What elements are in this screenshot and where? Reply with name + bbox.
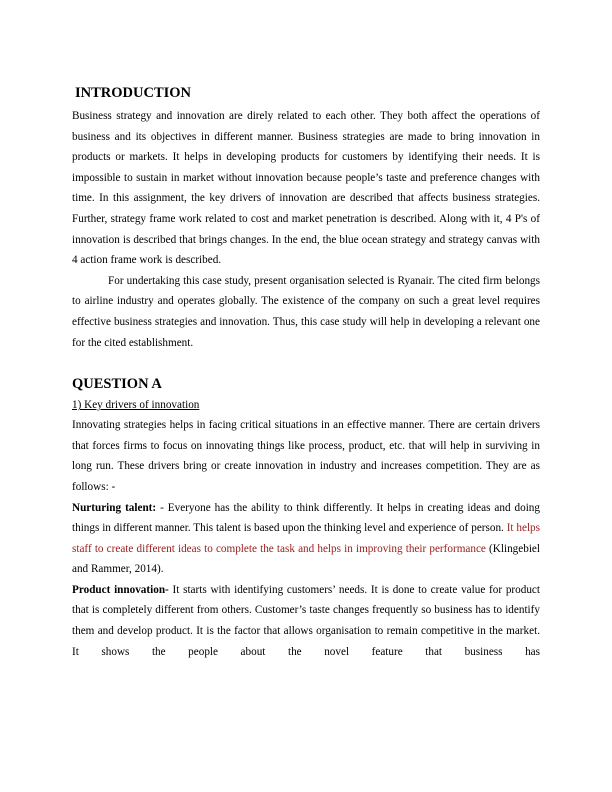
key-drivers-intro-paragraph: Innovating strategies helps in facing critical situations in an effective manner. There are certain drivers that forces firms to focus on innovating things like process, product, etc. that will help in surviving in long run. These drivers bring or create innovation in industry and increases competition. They are as follows: -: [72, 419, 540, 493]
product-innovation-text: It starts with identifying customers’ needs. It is done to create value for product that is completely different from others. Customer’s taste changes frequently so business has to identify them and develop product. It is the factor that allows organisation to remain competitive in the market. It shows the people about the novel feature that business has: [72, 583, 540, 658]
nurturing-talent-highlight: It helps staff to create different ideas to complete the task and helps in improving their performance: [72, 522, 540, 555]
introduction-heading: INTRODUCTION: [75, 85, 192, 101]
nurturing-talent-citation: (Klingebiel and Rammer, 2014).: [72, 542, 541, 576]
nurturing-talent-paragraph: [72, 498, 540, 580]
document-page: [72, 84, 540, 662]
introduction-paragraph-2: For undertaking this case study, present organisation selected is Ryanair. The cited firm belongs to airline industry and operates globally. The existence of the company on such a great level requires effective business strategies and innovation. Thus, this case study will help in developing a relevant one for the cited establishment.: [72, 274, 540, 349]
product-innovation-label: Product innovation-: [72, 583, 169, 596]
question-a-heading: QUESTION A: [72, 376, 162, 393]
product-innovation-paragraph: [72, 580, 540, 662]
introduction-paragraph-1: Business strategy and innovation are direly related to each other. They both affect the operations of business and its objectives in different manner. Business strategies are made to bring innovation in products or markets. It helps in developing products for customers by identifying their needs. It is impossible to sustain in market without innovation because people’s taste and preference changes with time. In this assignment, the key drivers of innovation are described that affects business strategies. Further, strategy frame work related to cost and market penetration is described. Along with it, 4 P's of innovation is described that brings changes. In the end, the blue ocean strategy and strategy canvas with 4 action frame work is described.: [72, 110, 540, 267]
key-drivers-subheading: 1) Key drivers of innovation: [72, 399, 200, 412]
nurturing-talent-text: - Everyone has the ability to think differently. It helps in creating ideas and doing things in different manner. This talent is based upon the thinking level and experience of person.: [72, 501, 540, 535]
nurturing-talent-label: Nurturing talent:: [72, 501, 157, 514]
